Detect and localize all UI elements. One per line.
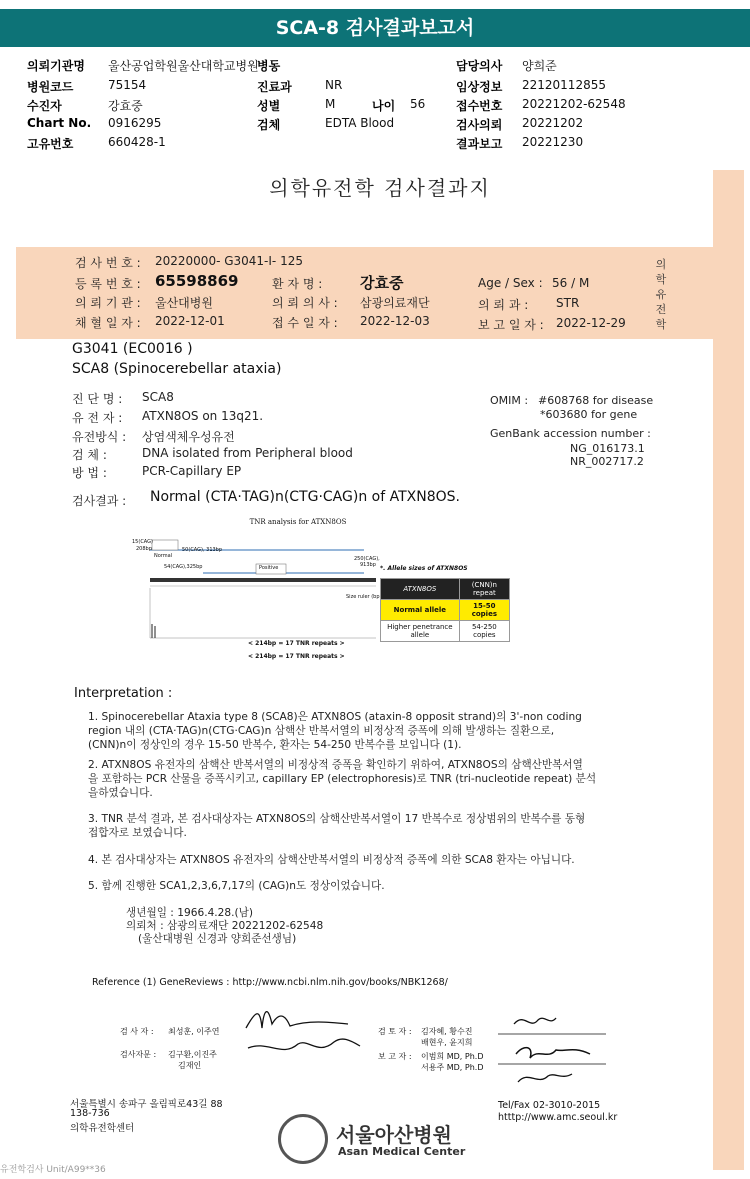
header-value: 20221202-62548 bbox=[522, 97, 626, 111]
interp-line: 을 포함하는 PCR 산물을 증폭시키고, capillary EP (electrophoresis)로 TNR (tri-nucleotide repeat) 분석 bbox=[88, 773, 597, 785]
header-value: 56 bbox=[410, 97, 426, 111]
result-label: 검사결과 : bbox=[72, 494, 127, 508]
reviewer-label: 검 토 자 : bbox=[378, 1027, 412, 1036]
header-label: 담당의사 bbox=[456, 59, 503, 73]
asan-foundation-logo bbox=[278, 1114, 328, 1164]
header-label: Chart No. bbox=[27, 116, 92, 130]
table-header: ATXN8OS bbox=[381, 579, 460, 600]
reporter: 이범희 MD, Ph.D bbox=[421, 1052, 484, 1061]
header-label: 나이 bbox=[372, 99, 396, 113]
genbank-2: NR_002717.2 bbox=[570, 455, 644, 468]
doctor: 삼광의료재단 bbox=[360, 296, 430, 310]
detail-label: 유전방식 : bbox=[72, 430, 127, 444]
table-row bbox=[381, 600, 510, 621]
header-label: 결과보고 bbox=[456, 137, 503, 151]
interp-line: 1. Spinocerebellar Ataxia type 8 (SCA8)은 ATXN8OS (ataxin-8 opposit strand)의 3'-non coding bbox=[88, 711, 582, 723]
test-name: SCA8 (Spinocerebellar ataxia) bbox=[72, 361, 282, 377]
interp-p2 bbox=[88, 758, 596, 800]
interp-p1 bbox=[88, 710, 582, 752]
header-label: 진료과 bbox=[257, 80, 292, 94]
header-label: 성별 bbox=[257, 99, 281, 113]
test-code: G3041 (EC0016 ) bbox=[72, 341, 193, 357]
header-label: 고유번호 bbox=[27, 137, 74, 151]
header-value: 0916295 bbox=[108, 116, 162, 130]
address-line-3: 의학유전학센터 bbox=[70, 1123, 135, 1134]
label-913bp: 913bp bbox=[360, 562, 376, 568]
table-cell: 15-50 copies bbox=[459, 600, 509, 621]
label-normal: Normal bbox=[154, 553, 173, 559]
examiner: 최성훈, 이주연 bbox=[168, 1027, 220, 1036]
header-value: 20221202 bbox=[522, 116, 584, 130]
table-cell: 54-250 copies bbox=[459, 621, 509, 642]
header-label: 수진자 bbox=[27, 99, 62, 113]
header-label: 병원코드 bbox=[27, 80, 74, 94]
signature-examiner bbox=[238, 1000, 368, 1066]
allele-table-header bbox=[381, 579, 510, 600]
reviewer-2: 배현우, 윤지희 bbox=[421, 1038, 473, 1047]
advisor: 김구환,이진주 bbox=[168, 1050, 217, 1059]
repeat-note-1: < 214bp = 17 TNR repeats > bbox=[248, 640, 345, 647]
hospital-name-kr: 서울아산병원 bbox=[336, 1123, 452, 1147]
interp-p4: 4. 본 검사대상자는 ATXN8OS 유전자의 삼핵산반복서열의 비정상적 증폭에 의한 SCA8 환자는 아닙니다. bbox=[88, 854, 575, 866]
header-value: EDTA Blood bbox=[325, 116, 395, 130]
table-row bbox=[381, 621, 510, 642]
vertical-label: 의학유전학 bbox=[655, 258, 667, 331]
birth-date: 생년월일 : 1966.4.28.(남) bbox=[126, 907, 254, 919]
advisor-2: 김재인 bbox=[178, 1061, 202, 1070]
allele-table bbox=[380, 578, 510, 642]
genbank-1: NG_016173.1 bbox=[570, 442, 645, 455]
label-positive: Positive bbox=[259, 565, 279, 571]
scan-title: 의학유전학 검사결과지 bbox=[269, 176, 491, 200]
header-label: 병동 bbox=[257, 59, 281, 73]
hospital-name-en: Asan Medical Center bbox=[338, 1145, 466, 1158]
collect-label: 채 혈 일 자 : bbox=[75, 316, 141, 330]
inst-label: 의 뢰 기 관 : bbox=[75, 296, 141, 310]
table-cell: Higher penetrance allele bbox=[381, 621, 460, 642]
label-250cag: 250(CAG), bbox=[354, 556, 380, 562]
genbank-label: GenBank accession number : bbox=[490, 427, 651, 440]
examiner-label: 검 사 자 : bbox=[120, 1027, 154, 1036]
interp-p5: 5. 함께 진행한 SCA1,2,3,6,7,17의 (CAG)n도 정상이었습니다. bbox=[88, 880, 385, 892]
omim-gene: *603680 for gene bbox=[540, 408, 638, 421]
interp-p3 bbox=[88, 812, 585, 840]
header-label: 검체 bbox=[257, 118, 281, 132]
detail-value: DNA isolated from Peripheral blood bbox=[142, 446, 353, 460]
header-value: 22120112855 bbox=[522, 78, 606, 92]
website[interactable]: htttp://www.amc.seoul.kr bbox=[498, 1112, 618, 1123]
interp-line: 2. ATXN8OS 유전자의 삼핵산 반복서열의 비정상적 증폭을 확인하기 위하여, ATXN8OS의 삼핵산반복서열 bbox=[88, 759, 583, 771]
detail-value: SCA8 bbox=[142, 390, 174, 404]
interp-line: 을하였습니다. bbox=[88, 787, 153, 799]
agesex: 56 / M bbox=[552, 276, 590, 290]
omim-disease: #608768 for disease bbox=[538, 394, 654, 407]
repeat-note-2: < 214bp = 17 TNR repeats > bbox=[248, 653, 345, 660]
header-value: 강효중 bbox=[108, 99, 143, 113]
interp-line: 3. TNR 분석 결과, 본 검사대상자는 ATXN8OS의 삼핵산반복서열이 17 반복수로 정상범위의 반복수를 동형 bbox=[88, 813, 586, 825]
referrer-detail: (울산대병원 신경과 양희준선생님) bbox=[138, 933, 297, 945]
detail-label: 검 체 : bbox=[72, 448, 107, 462]
detail-label: 유 전 자 : bbox=[72, 411, 123, 425]
exam-no-label: 검 사 번 호 : bbox=[75, 256, 141, 270]
tel-fax: Tel/Fax 02-3010-2015 bbox=[498, 1100, 601, 1111]
receive: 2022-12-03 bbox=[360, 314, 430, 328]
header-value: 20221230 bbox=[522, 135, 584, 149]
reg-no-label: 등 록 번 호 : bbox=[75, 277, 141, 291]
reference-link[interactable]: Reference (1) GeneReviews : http://www.ncbi.nlm.nih.gov/books/NBK1268/ bbox=[92, 977, 448, 988]
interp-line: 접합자로 보였습니다. bbox=[88, 827, 187, 839]
agesex-label: Age / Sex : bbox=[478, 276, 543, 290]
header-label: 의뢰기관명 bbox=[27, 59, 85, 73]
receive-label: 접 수 일 자 : bbox=[272, 316, 338, 330]
report-title: SCA-8 검사결과보고서 bbox=[0, 9, 750, 47]
detail-label: 방 법 : bbox=[72, 466, 107, 480]
label-size-ruler: Size ruler (bp) bbox=[346, 594, 382, 600]
detail-value: PCR-Capillary EP bbox=[142, 464, 242, 478]
chart-title: TNR analysis for ATXN8OS bbox=[249, 518, 347, 526]
result-value: Normal (CTA·TAG)n(CTG·CAG)n of ATXN8OS. bbox=[150, 489, 460, 505]
report-date: 2022-12-29 bbox=[556, 316, 626, 330]
normal-box bbox=[152, 540, 178, 550]
exam-no: 20220000- G3041-I- 125 bbox=[155, 254, 303, 268]
advisor-label: 검사자문 : bbox=[120, 1050, 157, 1059]
table-cell: Normal allele bbox=[381, 600, 460, 621]
dept-label: 의 뢰 과 : bbox=[478, 298, 529, 312]
allele-title: *. Allele sizes of ATXN8OS bbox=[380, 565, 468, 572]
detail-value: 상염색체우성유전 bbox=[142, 430, 235, 444]
reporter-label: 보 고 자 : bbox=[378, 1052, 412, 1061]
label-208bp: 208bp bbox=[136, 546, 152, 552]
reg-no: 65598869 bbox=[155, 272, 239, 290]
doctor-label: 의 뢰 의 사 : bbox=[272, 296, 338, 310]
table-header: (CNN)n repeat bbox=[459, 579, 509, 600]
referrer: 의뢰처 : 삼광의료재단 20221202-62548 bbox=[126, 920, 324, 932]
electropherogram bbox=[128, 530, 378, 642]
detail-label: 진 단 명 : bbox=[72, 392, 123, 406]
header-value: M bbox=[325, 97, 336, 111]
size-ruler-bar bbox=[150, 578, 376, 582]
patient-name: 강효중 bbox=[360, 274, 404, 292]
inst: 울산대병원 bbox=[155, 296, 213, 310]
address-line-1: 서울특별시 송파구 올림픽로43길 88 bbox=[70, 1099, 223, 1110]
interpretation-heading: Interpretation : bbox=[74, 686, 173, 701]
header-value: NR bbox=[325, 78, 343, 92]
tnr-analysis-figure bbox=[128, 518, 520, 668]
reporter-2: 서용주 MD, Ph.D bbox=[421, 1063, 484, 1072]
header-label: 임상정보 bbox=[456, 80, 503, 94]
bottom-unit-label: 유전학검사 Unit/A99**36 bbox=[0, 1165, 106, 1175]
patient-label: 환 자 명 : bbox=[272, 277, 323, 291]
label-50cag: 50(CAG), 313bp bbox=[182, 547, 223, 553]
address-line-2: 138-736 bbox=[70, 1108, 110, 1119]
header-value: 660428-1 bbox=[108, 135, 166, 149]
detail-value: ATXN8OS on 13q21. bbox=[142, 409, 264, 423]
dept: STR bbox=[556, 296, 580, 310]
header-value: 울산공업학원울산대학교병원 bbox=[108, 59, 259, 73]
omim-label: OMIM : bbox=[490, 394, 529, 407]
header-value: 75154 bbox=[108, 78, 147, 92]
header-label: 접수번호 bbox=[456, 99, 503, 113]
interp-line: (CNN)n이 정상인의 경우 15-50 반복수, 환자는 54-250 반복수를 보입니다 (1). bbox=[88, 739, 462, 751]
report-label: 보 고 일 자 : bbox=[478, 318, 544, 332]
signature-reviewer bbox=[494, 1008, 610, 1092]
header-value: 양희준 bbox=[522, 59, 557, 73]
collect: 2022-12-01 bbox=[155, 314, 225, 328]
interp-line: region 내의 (CTA·TAG)n(CTG·CAG)n 삼핵산 반복서열의 비정상적 증폭에 의해 발생하는 질환으로, bbox=[88, 725, 555, 737]
label-54cag: 54(CAG),325bp bbox=[164, 564, 203, 570]
reviewer: 김자혜, 황수진 bbox=[421, 1027, 473, 1036]
label-15cag: 15(CAG) bbox=[132, 539, 153, 545]
header-label: 검사의뢰 bbox=[456, 118, 503, 132]
